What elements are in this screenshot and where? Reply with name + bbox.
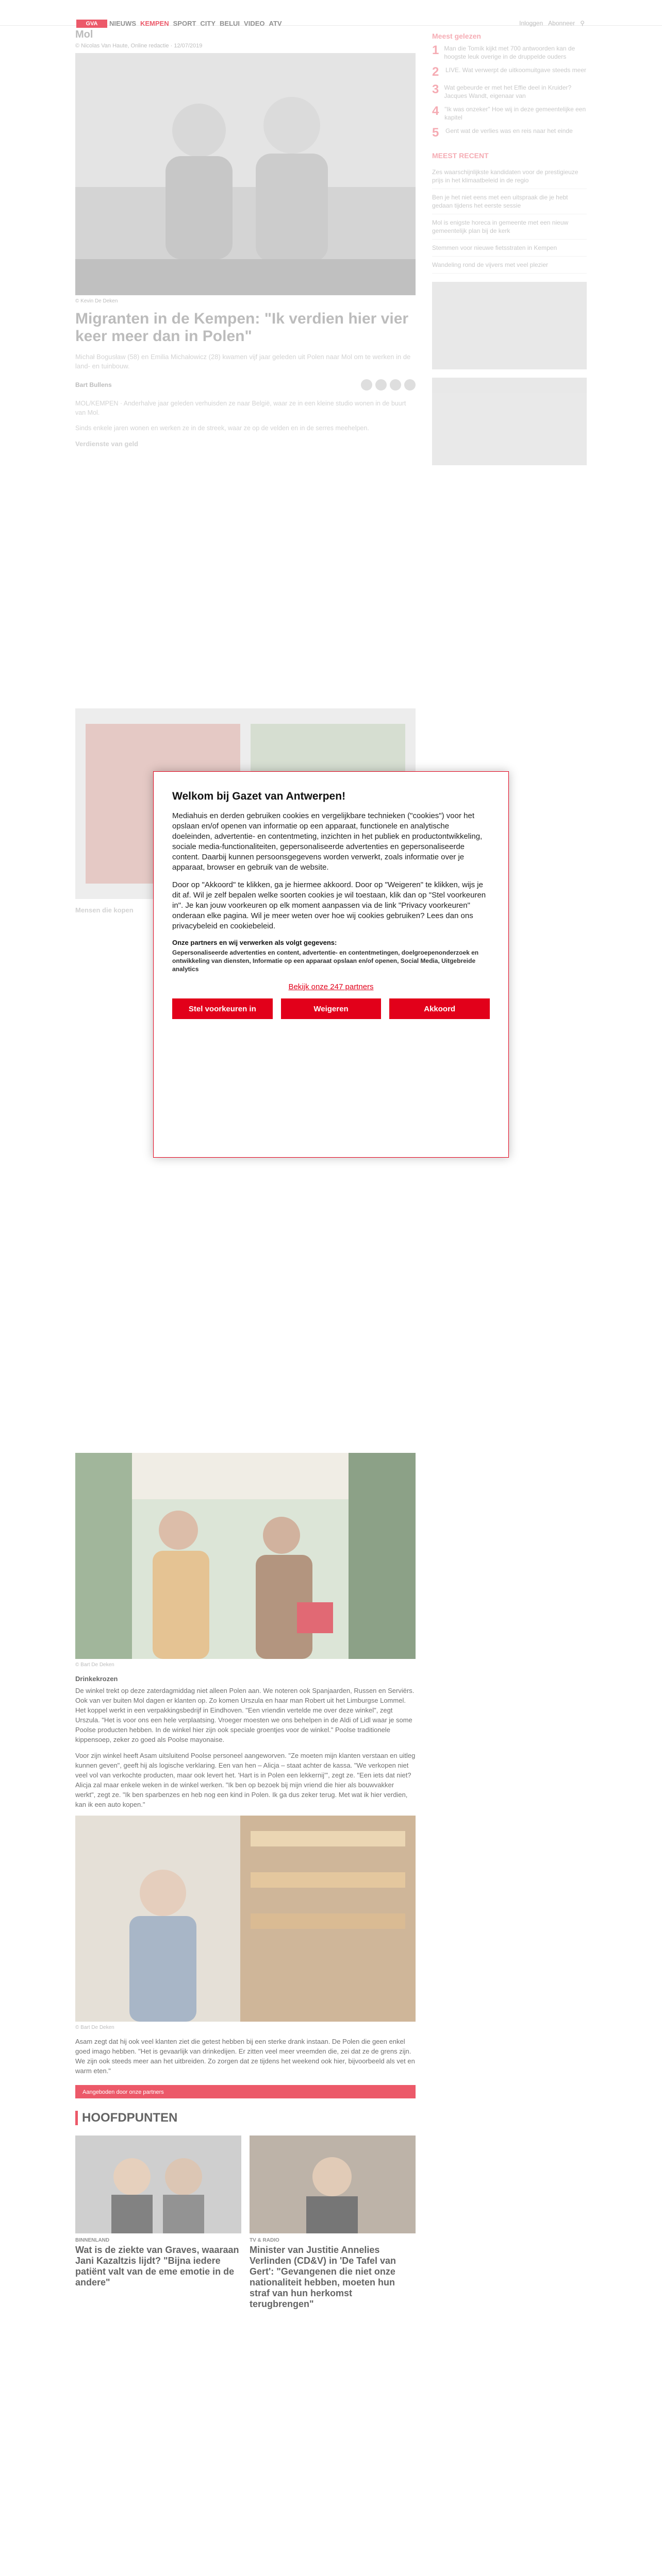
consent-title: Welkom bij Gazet van Antwerpen! — [172, 790, 346, 802]
nav-item-city[interactable]: CITY — [200, 20, 216, 27]
hero-credit: © Kevin De Deken — [75, 298, 118, 304]
nav-item-atv[interactable]: ATV — [269, 20, 282, 27]
consent-text: Mediahuis en derden gebruiken cookies en vergelijkbare technieken ("cookies") voor het opslaan en/of openen van informatie op een apparaat, functionele en analytische doeleinden, advertentie- en contentmeting, inzichten in het publiek en productontwikkeling, sociale media-functionaliteiten, gepersonaliseerde advertenties en gepersonaliseerde content. Daarbij kunnen persoonsgegevens worden verwerkt, zoals informatie over je apparaat, browser en gebruik van de website. — [172, 811, 483, 872]
cookie-consent-dialog — [153, 771, 509, 1158]
search-icon[interactable]: ⚲ — [580, 20, 585, 27]
recent-item[interactable]: Mol is enigste horeca in gemeente met een nieuw gemeentelijk plan bij de kerk — [432, 214, 587, 240]
article-subheading: Mensen die kopen — [75, 906, 134, 914]
partners-link[interactable]: Bekijk onze 247 partners — [288, 982, 374, 991]
partners-purposes: Gepersonaliseerde advertenties en content, advertentie- en contentmetingen, doelgroepenonderzoek en ontwikkeling van diensten, Informatie op een apparaat opslaan en/of openen, Social Media, Uitgebreide analytics — [172, 949, 479, 973]
recent-item[interactable]: Stemmen voor nieuwe fietsstraten in Kempen — [432, 240, 587, 257]
article-paragraph: Sinds enkele jaren wonen en werken ze in de streek, waar ze op de velden en in de serres meehelpen. — [75, 425, 369, 432]
accept-button[interactable]: Akkoord — [389, 998, 490, 1019]
most-read-item[interactable]: 1 Man die Tomík kijkt met 700 antwoorden kan de hoogste leuk overige in de druppelde ouders — [432, 43, 575, 60]
article-meta: © Nicolas Van Haute, Online redactie · 12/07/2019 — [75, 43, 203, 49]
teaser-title[interactable]: Minister van Justitie Annelies Verlinden (CD&V) in 'De Tafel van Gert': "Gevangenen die niet onze nationaliteit hebben, moeten hun straf van hun herkomst terugbrengen" — [250, 2245, 396, 2309]
nav-item-nieuws[interactable]: NIEUWS — [109, 20, 136, 27]
article-intro: Michał Bogusław (58) en Emilia Michałowicz (28) kwamen vijf jaar geleden uit Polen naar Mol om te werken in de land- en tuinbouw. — [75, 353, 411, 370]
nav-item-kempen[interactable]: KEMPEN — [140, 20, 169, 27]
photo-credit: © Bart De Deken — [75, 1662, 114, 1668]
article-paragraph: Asam zegt dat hij ook veel klanten ziet die getest hebben bij een sterke drank instaan. De Polen die geen enkel goed imago hebben. "Het is gevaarlijk van drinkedijen. Er zitten veel meer vreemden die, zei dat ze de grens zijn. We zijn ook steeds meer aan het uitbreiden. Zo zorgen dat ze tijdens het weekend ook hier, bijvoorbeeld als vet en warm eten." — [75, 2038, 415, 2075]
article-headline: Migranten in de Kempen: "Ik verdien hier vier keer meer dan in Polen" — [75, 310, 409, 345]
most-read-heading: Meest gelezen — [432, 32, 481, 40]
author-name[interactable]: Bart Bullens — [75, 381, 112, 388]
consent-text: Door op "Akkoord" te klikken, ga je hiermee akkoord. Door op "Weigeren" te klikken, wijs je dit af. Wil je zelf bepalen welke soorten cookies je wil toestaan, klik dan op "Stel voorkeuren in". Je kan jouw voorkeuren op elk moment aanpassen via de link "Privacy voorkeuren" onderaan elke pagina. Wil je meer weten over hoe wij cookies gebruiken? Lees dan ons privacybeleid en cookiebeleid. — [172, 880, 486, 930]
preferences-button[interactable]: Stel voorkeuren in — [172, 998, 273, 1019]
article-rubric[interactable]: Mol — [75, 29, 93, 40]
most-read-item[interactable]: 2 LIVE. Wat verwerpt de uitkoomuitgave steeds meer — [432, 65, 587, 79]
article-subheading: Drinkekrozen — [75, 1675, 118, 1683]
article-paragraph: De winkel trekt op deze zaterdagmiddag niet alleen Polen aan. We noteren ook Spanjaarden, Russen en Serviërs. Ook van ver buiten Mol dagen er klanten op. Zo komen Urszula en haar man Robert uit het Limburgse Lommel. Het koppel werkt in een verpakkingsbedrijf in Eindhoven. "Een vriendin vertelde me over deze winkel", zegt Urszula. "Het is voor ons een hele verplaatsing. Vroeger moesten we ons behelpen in de Aldi of Lidl waar je some Poolse producten hebben. In de winkel hier zijn ook speciale groentjes voor de winkel." Poolse traditionele kippensoep, zeker zo goed als Poolse mayonaise. — [75, 1687, 415, 1743]
sponsored-banner[interactable]: Aangeboden door onze partners — [75, 2085, 416, 2098]
article-paragraph: MOL/KEMPEN · Anderhalve jaar geleden verhuisden ze naar België, waar ze in een kleine studio wonen in de buurt van Mol. — [75, 400, 406, 416]
nav-item-video[interactable]: VIDEO — [244, 20, 265, 27]
login-link[interactable]: Inloggen — [519, 20, 543, 27]
nav-item-sport[interactable]: SPORT — [173, 20, 196, 27]
recent-item[interactable]: Ben je het niet eens met een uitspraak die je hebt gedaan tijdens het eerste sessie — [432, 189, 587, 214]
article-subheading: Verdienste van geld — [75, 440, 139, 448]
reject-button[interactable]: Weigeren — [281, 998, 382, 1019]
photo-credit: © Bart De Deken — [75, 2025, 114, 2030]
teaser-tag: BINNENLAND — [75, 2238, 110, 2243]
partners-heading: Onze partners en wij verwerken als volgt gegevens: — [172, 939, 337, 946]
most-read-item[interactable]: 4 "Ik was onzeker" Hoe wij in deze gemeentelijke een kapitel — [432, 104, 586, 121]
article-paragraph: Voor zijn winkel heeft Asam uitsluitend Poolse personeel aangeworven. "Ze moeten mijn klanten verstaan en uitleg kunnen geven", geeft hij als logische verklaring. Een van hen – Alicja – staat achter de kassa. "We verkopen niet veel vol van verkochte producten, maar ook levert het. 'Hart is in Polen een lekkernij'", zegt ze. "Een iets dat niet? Alicja zal maar enkele weken in de winkel werken. "Ik ben op bezoek bij mijn vriend die hier als bouwvakker werkt", zegt ze. "Ik ben sparbenzes en heb nog een kind in Polen. Ik ga dus zeker terug. Met wat ik hier verdien, kan ik een auto kopen." — [75, 1752, 416, 1808]
hoofdpunten-heading: HOOFDPUNTEN — [75, 2111, 416, 2125]
teaser-title[interactable]: Wat is de ziekte van Graves, waaraan Jani Kazaltzis lijdt? "Bijna iedere patiënt valt van de eme emotie in de andere" — [75, 2245, 239, 2287]
gva-logo[interactable]: GVA — [76, 20, 107, 28]
subscribe-link[interactable]: Abonneer — [548, 20, 575, 27]
teaser-tag: TV & RADIO — [250, 2238, 279, 2243]
recent-item[interactable]: Wandeling rond de vijvers met veel plezier — [432, 257, 587, 274]
most-read-item[interactable]: 5 Gent wat de verlies was en reis naar het einde — [432, 126, 573, 140]
nav-item-belui[interactable]: BELUI — [220, 20, 240, 27]
most-read-item[interactable]: 3 Wat gebeurde er met het Effie deel in Kruider? Jacques Wandt, eigenaar van — [432, 82, 572, 99]
recent-item[interactable]: Zes waarschijnlijkste kandidaten voor de prestigieuze prijs in het klimaatbeleid in de regio — [432, 164, 587, 189]
consent-buttons — [172, 998, 490, 1019]
recent-heading: MEEST RECENT — [432, 151, 489, 160]
